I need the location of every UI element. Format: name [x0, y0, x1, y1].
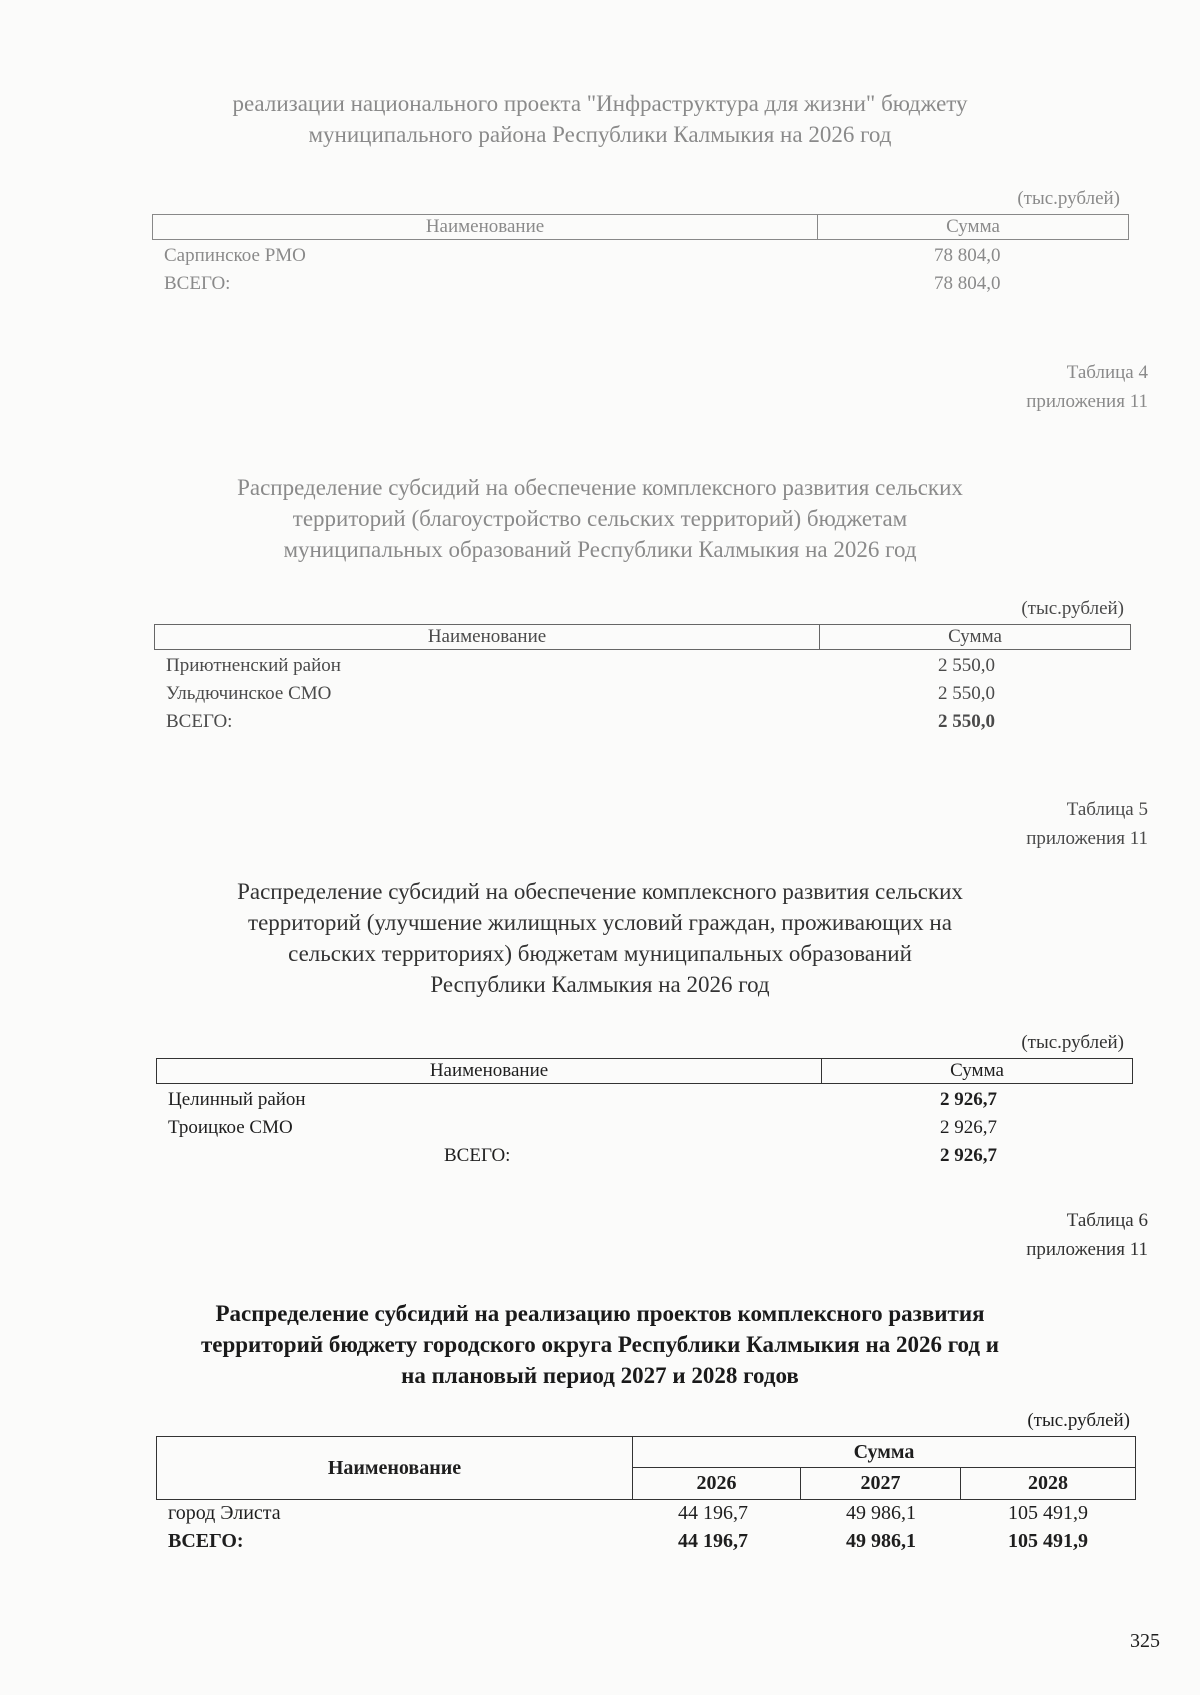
table-row: [164, 270, 1064, 297]
section3-title: [150, 88, 1050, 150]
table-row: [168, 1114, 1068, 1141]
table-header: [156, 1058, 1133, 1084]
unit-label: (тыс.рублей): [1021, 1032, 1124, 1053]
row-value: 2 550,0: [938, 683, 995, 704]
header-year: 2028: [1028, 1472, 1068, 1494]
title-line: муниципального района Республики Калмыкия на 2026 год: [308, 122, 892, 147]
unit-label: (тыс.рублей): [1021, 598, 1124, 619]
appendix-label: приложения 11: [1026, 1239, 1148, 1260]
table-header: [156, 1436, 1136, 1500]
section4-title: [150, 472, 1050, 565]
title-line: реализации национального проекта "Инфраструктура для жизни" бюджету: [232, 91, 968, 116]
table-row: [168, 1500, 1128, 1527]
title-line: Республики Калмыкия на 2026 год: [430, 972, 770, 997]
row-value: 49 986,1: [846, 1530, 916, 1552]
table-number: Таблица 5: [1066, 799, 1148, 820]
table-row: [168, 1142, 1068, 1169]
table-caption: [1026, 795, 1148, 853]
row-name: Ульдючинское СМО: [166, 683, 332, 704]
table-row: [166, 708, 1066, 735]
row-name: ВСЕГО:: [168, 1530, 244, 1552]
title-line: Распределение субсидий на обеспечение комплексного развития сельских: [237, 475, 963, 500]
table-caption: [1026, 358, 1148, 416]
table-caption: [1026, 1206, 1148, 1264]
title-line: территорий (благоустройство сельских территорий) бюджетам: [292, 506, 908, 531]
title-line: территорий бюджету городского округа Республики Калмыкия на 2026 год и: [200, 1332, 1000, 1357]
unit-label: (тыс.рублей): [1027, 1410, 1130, 1431]
title-line: муниципальных образований Республики Калмыкия на 2026 год: [283, 537, 917, 562]
table-header: [152, 214, 1129, 240]
row-name: Приютненский район: [166, 655, 341, 676]
row-name: Целинный район: [168, 1089, 306, 1110]
row-name: ВСЕГО:: [164, 273, 231, 294]
row-value: 78 804,0: [934, 273, 1001, 294]
header-sum: Сумма: [948, 626, 1002, 647]
header-name: Наименование: [155, 625, 820, 649]
section5-title: [150, 876, 1050, 1000]
row-name: ВСЕГО:: [444, 1145, 511, 1166]
header-year: 2027: [801, 1468, 961, 1499]
row-value: 44 196,7: [678, 1530, 748, 1552]
title-line: на плановый период 2027 и 2028 годов: [401, 1363, 799, 1388]
header-name: Наименование: [153, 215, 818, 239]
row-value: 44 196,7: [678, 1502, 748, 1524]
row-value: 105 491,9: [1008, 1530, 1088, 1552]
row-name: ВСЕГО:: [166, 711, 233, 732]
appendix-label: приложения 11: [1026, 391, 1148, 412]
row-value: 2 926,7: [940, 1145, 997, 1166]
unit-label: (тыс.рублей): [1017, 188, 1120, 209]
row-value: 49 986,1: [846, 1502, 916, 1524]
table-row: [166, 680, 1066, 707]
appendix-label: приложения 11: [1026, 828, 1148, 849]
table-number: Таблица 6: [1066, 1210, 1148, 1231]
row-name: Сарпинское РМО: [164, 245, 306, 266]
table-row: [166, 652, 1066, 679]
header-year: 2026: [633, 1468, 801, 1499]
row-value: 2 926,7: [940, 1089, 997, 1110]
row-name: Троицкое СМО: [168, 1117, 293, 1138]
table-row: [168, 1528, 1128, 1555]
row-name: город Элиста: [168, 1502, 281, 1524]
page-number: 325: [1130, 1630, 1160, 1652]
header-name: Наименование: [157, 1437, 633, 1499]
header-sum: Сумма: [633, 1437, 1135, 1468]
row-value: 78 804,0: [934, 245, 1001, 266]
title-line: Распределение субсидий на реализацию проектов комплексного развития: [215, 1301, 985, 1326]
title-line: сельских территориях) бюджетам муниципальных образований: [288, 941, 912, 966]
title-line: территорий (улучшение жилищных условий граждан, проживающих на: [248, 910, 952, 935]
row-value: 2 550,0: [938, 711, 995, 732]
row-value: 2 550,0: [938, 655, 995, 676]
table-header: [154, 624, 1131, 650]
row-value: 2 926,7: [940, 1117, 997, 1138]
row-value: 105 491,9: [1008, 1502, 1088, 1524]
header-sum: Сумма: [950, 1060, 1004, 1081]
table-row: [164, 242, 1064, 269]
table-row: [168, 1086, 1068, 1113]
title-line: Распределение субсидий на обеспечение комплексного развития сельских: [237, 879, 963, 904]
header-name: Наименование: [157, 1059, 822, 1083]
table-number: Таблица 4: [1066, 362, 1148, 383]
section6-title: [150, 1298, 1050, 1391]
header-sum: Сумма: [946, 216, 1000, 237]
